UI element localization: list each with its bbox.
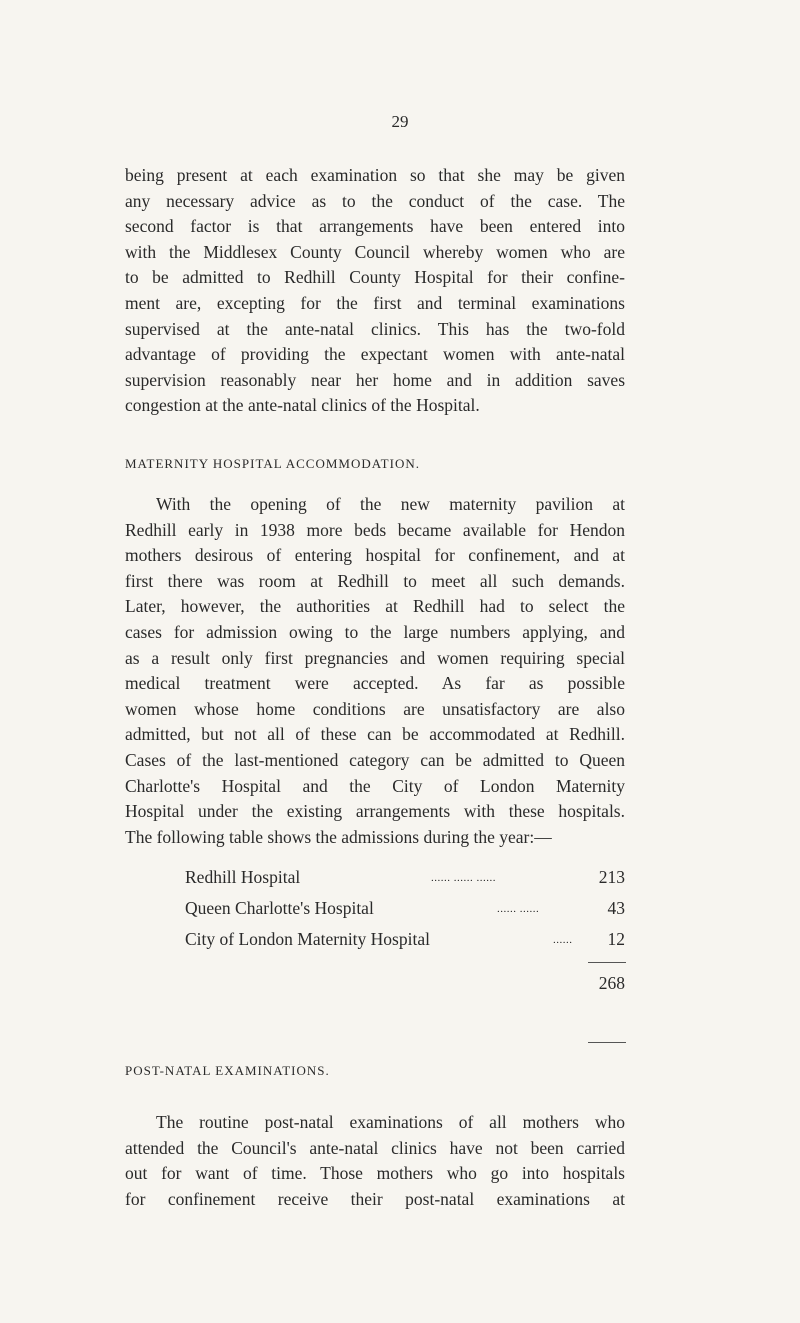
total-rule-top — [588, 962, 626, 963]
dot-leader: ...... — [553, 934, 573, 946]
text-line: out for want of time. Those mothers who go into hospitals — [125, 1163, 625, 1184]
text-line: with the Middlesex County Council whereby women who are — [125, 241, 625, 262]
admissions-count: 43 — [607, 898, 625, 918]
text-line: any necessary advice as to the conduct of the case. The — [125, 190, 625, 211]
text-line: congestion at the ante-natal clinics of the Hospital. — [125, 395, 480, 416]
text-line: ment are, excepting for the first and terminal examinations — [125, 292, 625, 313]
text-line: Charlotte's Hospital and the City of London Maternity — [125, 775, 625, 796]
text-line: admitted, but not all of these can be accommodated at Redhill. — [125, 724, 625, 745]
text-line: cases for admission owing to the large numbers applying, and — [125, 621, 625, 642]
text-line: mothers desirous of entering hospital for confinement, and at — [125, 545, 625, 566]
text-line: Redhill early in 1938 more beds became available for Hendon — [125, 519, 625, 540]
text-line: supervised at the ante-natal clinics. This has the two-fold — [125, 318, 625, 339]
dot-leader: ...... ...... ...... — [431, 872, 496, 884]
text-line: women whose home conditions are unsatisfactory are also — [125, 698, 625, 719]
text-line: as a result only first pregnancies and women requiring special — [125, 647, 625, 668]
text-line: being present at each examination so that she may be given — [125, 165, 625, 185]
text-line: The following table shows the admissions during the year:— — [125, 826, 552, 847]
text-line: Cases of the last-mentioned category can be admitted to Queen — [125, 749, 625, 770]
total-rule-bottom — [588, 1042, 626, 1043]
paragraph-ante-natal-arrangements — [125, 163, 625, 419]
text-line: for confinement receive their post-natal examinations at — [125, 1188, 625, 1209]
table-row — [185, 864, 625, 890]
dot-leader: ...... ...... — [497, 903, 540, 915]
text-line: second factor is that arrangements have been entered into — [125, 216, 625, 237]
text-line: medical treatment were accepted. As far as possible — [125, 673, 625, 694]
hospital-name: Queen Charlotte's Hospital — [185, 898, 374, 918]
section-heading-post-natal: POST-NATAL EXAMINATIONS. — [125, 1063, 330, 1078]
text-line: attended the Council's ante-natal clinics have not been carried — [125, 1137, 625, 1158]
page-number: 29 — [391, 112, 409, 131]
admissions-count: 213 — [598, 867, 625, 887]
text-line: supervision reasonably near her home and in addition saves — [125, 369, 625, 390]
hospital-name: City of London Maternity Hospital — [185, 929, 430, 949]
text-line: advantage of providing the expectant women with ante-natal — [125, 344, 625, 365]
text-line: first there was room at Redhill to meet all such demands. — [125, 570, 625, 591]
text-line: Later, however, the authorities at Redhill had to select the — [125, 596, 625, 617]
text-line: The routine post-natal examinations of all mothers who — [156, 1112, 625, 1132]
table-row — [185, 926, 625, 952]
section-heading-maternity-accommodation: MATERNITY HOSPITAL ACCOMMODATION. — [125, 456, 420, 471]
admissions-count: 12 — [607, 929, 625, 949]
paragraph-maternity-accommodation — [125, 492, 625, 850]
table-total-row — [185, 970, 625, 996]
text-line: Hospital under the existing arrangements with these hospitals. — [125, 801, 625, 822]
text-line: to be admitted to Redhill County Hospital for their confine- — [125, 267, 625, 288]
text-line: With the opening of the new maternity pavilion at — [156, 494, 625, 514]
paragraph-post-natal-examinations — [125, 1110, 625, 1212]
table-row — [185, 895, 625, 921]
admissions-total: 268 — [598, 973, 625, 993]
hospital-name: Redhill Hospital — [185, 867, 301, 887]
